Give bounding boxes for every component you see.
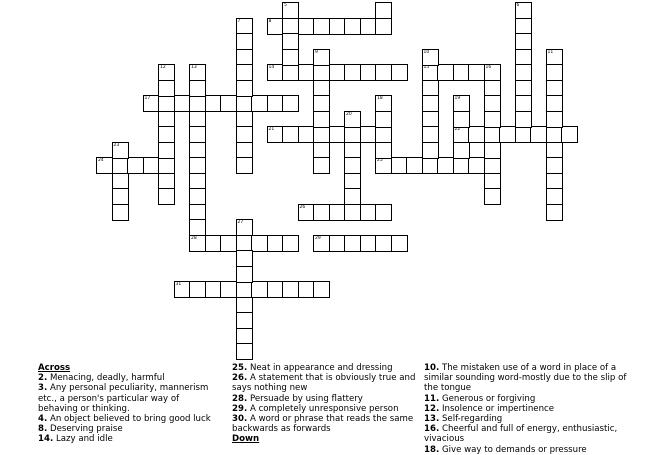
grid-cell[interactable] (313, 95, 330, 112)
clue-item-text: Self-regarding (439, 414, 503, 425)
grid-cell[interactable] (313, 49, 330, 66)
grid-cell[interactable] (158, 142, 175, 159)
grid-cell[interactable] (375, 157, 392, 174)
grid-cell[interactable] (375, 18, 392, 35)
grid-cell[interactable] (298, 64, 315, 81)
grid-cell[interactable] (468, 157, 485, 174)
grid-cell[interactable] (236, 33, 253, 50)
clue-number: 12 (160, 65, 166, 70)
grid-cell[interactable] (406, 157, 423, 174)
clue-item-number: 10. (424, 363, 440, 373)
clue-item (38, 373, 218, 383)
grid-cell[interactable] (515, 2, 532, 19)
grid-cell[interactable] (298, 281, 315, 298)
grid-cell[interactable] (375, 2, 392, 19)
clue-item (424, 404, 629, 414)
grid-cell[interactable] (236, 297, 253, 314)
grid-cell[interactable] (251, 95, 268, 112)
grid-cell[interactable] (205, 281, 222, 298)
grid-cell[interactable] (158, 80, 175, 97)
grid-cell[interactable] (189, 219, 206, 236)
clue-number: 31 (175, 282, 182, 287)
across-clue-list (38, 373, 218, 444)
grid-cell[interactable] (484, 188, 501, 205)
grid-cell[interactable] (344, 157, 361, 174)
grid-cell[interactable] (360, 235, 377, 252)
grid-cell[interactable] (298, 18, 315, 35)
grid-cell[interactable] (546, 64, 563, 81)
grid-cell[interactable] (391, 64, 408, 81)
clue-item (38, 414, 218, 424)
grid-cell[interactable] (391, 235, 408, 252)
grid-cell[interactable] (484, 111, 501, 128)
grid-cell[interactable] (313, 111, 330, 128)
clue-number: 21 (268, 127, 275, 132)
clue-number: 15 (423, 65, 430, 70)
grid-cell[interactable] (236, 126, 253, 143)
grid-cell[interactable] (189, 281, 206, 298)
grid-cell[interactable] (391, 157, 408, 174)
clue-item-number: 3. (38, 383, 48, 394)
across-heading: Across (38, 363, 71, 373)
across-clue-list-continued (232, 363, 417, 434)
grid-cell[interactable] (313, 157, 330, 174)
grid-cell[interactable] (236, 343, 253, 360)
clue-item-number: 16. (424, 424, 440, 435)
grid-cell[interactable] (313, 281, 330, 298)
grid-cell[interactable] (267, 18, 284, 35)
grid-cell[interactable] (360, 18, 377, 35)
grid-cell[interactable] (344, 126, 361, 143)
grid-cell[interactable] (422, 142, 439, 159)
grid-cell[interactable] (561, 126, 578, 143)
clue-item-text: Neat in appearance and dressing (247, 363, 393, 373)
grid-cell[interactable] (189, 204, 206, 221)
grid-cell[interactable] (515, 126, 532, 143)
clue-item-number: 18. (424, 444, 440, 455)
grid-cell[interactable] (267, 281, 284, 298)
grid-cell[interactable] (205, 235, 222, 252)
grid-cell[interactable] (375, 95, 392, 112)
grid-cell[interactable] (282, 2, 299, 19)
grid-cell[interactable] (236, 80, 253, 97)
clue-item-text: An object believed to bring good luck (47, 414, 211, 425)
grid-cell[interactable] (220, 95, 237, 112)
grid-cell[interactable] (189, 111, 206, 128)
clues-column-3 (424, 363, 629, 455)
clue-number: 26 (299, 204, 306, 210)
clue-item-text: Give way to demands or pressure (439, 444, 587, 455)
clue-item-text: A word or phrase that reads the same backwards as forwards (232, 414, 414, 435)
clue-item (232, 373, 417, 393)
grid-cell[interactable] (236, 49, 253, 66)
clue-item-number: 26. (232, 373, 248, 384)
grid-cell[interactable] (313, 64, 330, 81)
grid-cell[interactable] (96, 157, 113, 174)
grid-cell[interactable] (344, 111, 361, 128)
grid-cell[interactable] (236, 157, 253, 174)
clue-number: 23 (113, 142, 120, 148)
grid-cell[interactable] (158, 126, 175, 143)
clue-item-number: 4. (38, 414, 48, 425)
grid-cell[interactable] (546, 204, 563, 221)
clue-number: 24 (98, 158, 104, 163)
clue-item-text: Cheerful and full of energy, enthusiastic, vivacious (424, 424, 618, 445)
grid-cell[interactable] (484, 126, 501, 143)
grid-cell[interactable] (189, 142, 206, 159)
grid-cell[interactable] (143, 157, 160, 174)
grid-cell[interactable] (236, 64, 253, 81)
clue-number: 20 (346, 111, 352, 117)
grid-cell[interactable] (251, 235, 268, 252)
clues-column-1 (38, 363, 218, 445)
grid-cell[interactable] (344, 204, 361, 221)
clue-item (38, 424, 218, 434)
down-heading: Down (232, 434, 260, 445)
clue-item-number: 28. (232, 393, 248, 404)
clue-number: 9 (315, 49, 318, 55)
clue-item (38, 383, 218, 414)
grid-cell[interactable] (313, 80, 330, 97)
clue-item (232, 414, 417, 434)
grid-cell[interactable] (422, 49, 439, 66)
clue-number: 7 (237, 18, 241, 24)
clue-number: 6 (516, 3, 520, 8)
clue-item-number: 30. (232, 414, 248, 425)
grid-cell[interactable] (174, 95, 191, 112)
clue-number: 13 (191, 65, 197, 70)
grid-cell[interactable] (313, 126, 330, 143)
clue-item-text: A statement that is obviously true and says nothing new (232, 373, 416, 394)
grid-cell[interactable] (329, 235, 346, 252)
grid-cell[interactable] (375, 204, 392, 221)
grid-cell[interactable] (453, 126, 470, 143)
grid-cell[interactable] (515, 111, 532, 128)
clue-number: 29 (315, 235, 321, 241)
grid-cell[interactable] (236, 111, 253, 128)
grid-cell[interactable] (298, 126, 315, 143)
grid-cell[interactable] (189, 157, 206, 174)
grid-cell[interactable] (220, 235, 237, 252)
grid-cell[interactable] (375, 235, 392, 252)
grid-cell[interactable] (143, 95, 160, 112)
clue-number: 14 (268, 65, 275, 70)
grid-cell[interactable] (329, 64, 346, 81)
grid-cell[interactable] (344, 173, 361, 190)
clue-number: 25 (377, 158, 383, 163)
grid-cell[interactable] (158, 157, 175, 174)
grid-cell[interactable] (546, 95, 563, 112)
grid-cell[interactable] (437, 157, 454, 174)
clue-item-text: Lazy and idle (53, 434, 113, 445)
grid-cell[interactable] (189, 64, 206, 81)
clue-number: 19 (454, 96, 461, 101)
grid-cell[interactable] (236, 95, 253, 112)
clue-item (424, 363, 629, 394)
clue-item-number: 14. (38, 434, 54, 445)
grid-cell[interactable] (267, 126, 284, 143)
grid-cell[interactable] (546, 49, 563, 66)
grid-cell[interactable] (236, 328, 253, 345)
grid-cell[interactable] (313, 235, 330, 252)
clue-item-number: 2. (38, 373, 48, 384)
grid-cell[interactable] (329, 18, 346, 35)
clue-number: 8 (268, 18, 272, 24)
clue-item-text: Generous or forgiving (439, 393, 536, 404)
grid-cell[interactable] (189, 188, 206, 205)
grid-cell[interactable] (158, 188, 175, 205)
grid-cell[interactable] (329, 126, 346, 143)
grid-cell[interactable] (344, 18, 361, 35)
grid-cell[interactable] (313, 142, 330, 159)
grid-cell[interactable] (375, 64, 392, 81)
clue-number: 17 (144, 96, 151, 101)
grid-cell[interactable] (546, 80, 563, 97)
clue-item (232, 404, 417, 414)
grid-cell[interactable] (530, 126, 547, 143)
grid-cell[interactable] (344, 64, 361, 81)
grid-cell[interactable] (375, 126, 392, 143)
grid-cell[interactable] (189, 95, 206, 112)
grid-cell[interactable] (189, 173, 206, 190)
clue-item (424, 414, 629, 424)
grid-cell[interactable] (422, 64, 439, 81)
grid-cell[interactable] (282, 235, 299, 252)
grid-cell[interactable] (282, 126, 299, 143)
clue-item-text: The mistaken use of a word in place of a similar sounding word-mostly due to the slip of the tongue (424, 363, 627, 394)
grid-cell[interactable] (112, 157, 129, 174)
clue-number: 16 (485, 65, 492, 70)
grid-cell[interactable] (422, 157, 439, 174)
grid-cell[interactable] (546, 157, 563, 174)
grid-cell[interactable] (158, 173, 175, 190)
clue-item-number: 11. (424, 393, 440, 404)
grid-cell[interactable] (112, 173, 129, 190)
grid-cell[interactable] (127, 157, 144, 174)
grid-cell[interactable] (220, 281, 237, 298)
clue-item-text: Persuade by using flattery (247, 393, 363, 404)
grid-cell[interactable] (236, 312, 253, 329)
grid-cell[interactable] (205, 95, 222, 112)
clues-column-2 (232, 363, 417, 445)
grid-cell[interactable] (158, 64, 175, 81)
grid-cell[interactable] (282, 49, 299, 66)
grid-cell[interactable] (282, 64, 299, 81)
grid-cell[interactable] (546, 111, 563, 128)
clue-item (232, 394, 417, 404)
grid-cell[interactable] (344, 235, 361, 252)
grid-cell[interactable] (313, 18, 330, 35)
grid-cell[interactable] (360, 126, 377, 143)
grid-cell[interactable] (375, 142, 392, 159)
grid-cell[interactable] (174, 281, 191, 298)
clue-item-text: Menacing, deadly, harmful (47, 373, 165, 384)
grid-cell[interactable] (484, 95, 501, 112)
grid-cell[interactable] (236, 142, 253, 159)
clue-item (424, 394, 629, 404)
grid-cell[interactable] (453, 157, 470, 174)
grid-cell[interactable] (236, 266, 253, 283)
clue-item-text: Insolence or impertinence (439, 403, 555, 414)
grid-cell[interactable] (298, 204, 315, 221)
grid-cell[interactable] (437, 64, 454, 81)
grid-cell[interactable] (484, 157, 501, 174)
grid-cell[interactable] (236, 219, 253, 236)
clue-item (232, 363, 417, 373)
grid-cell[interactable] (515, 80, 532, 97)
clue-item-number: 8. (38, 424, 48, 435)
grid-cell[interactable] (484, 80, 501, 97)
clue-number: 18 (377, 96, 383, 101)
grid-cell[interactable] (189, 80, 206, 97)
grid-cell[interactable] (546, 173, 563, 190)
grid-cell[interactable] (282, 95, 299, 112)
clue-number: 10 (423, 49, 430, 55)
grid-cell[interactable] (158, 95, 175, 112)
grid-cell[interactable] (453, 64, 470, 81)
grid-cell[interactable] (484, 64, 501, 81)
grid-cell[interactable] (267, 64, 284, 81)
clue-item-text: A completely unresponsive person (247, 403, 399, 414)
grid-cell[interactable] (422, 80, 439, 97)
grid-cell[interactable] (468, 64, 485, 81)
grid-cell[interactable] (375, 111, 392, 128)
grid-cell[interactable] (158, 111, 175, 128)
grid-cell[interactable] (484, 142, 501, 159)
grid-cell[interactable] (515, 95, 532, 112)
grid-cell[interactable] (546, 188, 563, 205)
grid-cell[interactable] (515, 33, 532, 50)
grid-cell[interactable] (112, 204, 129, 221)
grid-cell[interactable] (282, 18, 299, 35)
grid-cell[interactable] (453, 111, 470, 128)
clue-item-number: 29. (232, 403, 248, 414)
clue-item-number: 25. (232, 363, 248, 373)
grid-cell[interactable] (189, 235, 206, 252)
grid-cell[interactable] (453, 95, 470, 112)
grid-cell[interactable] (236, 250, 253, 267)
grid-cell[interactable] (546, 126, 563, 143)
grid-cell[interactable] (515, 49, 532, 66)
clue-number: 22 (454, 127, 461, 132)
clue-item (38, 434, 218, 444)
grid-cell[interactable] (313, 204, 330, 221)
grid-cell[interactable] (267, 235, 284, 252)
clue-number: 27 (237, 220, 244, 225)
clue-number: 28 (191, 235, 197, 241)
down-clue-list (424, 363, 629, 455)
clue-item-text: Any personal peculiarity, mannerism etc., a person's particular way of behaving or thinking. (38, 383, 209, 414)
grid-cell[interactable] (344, 188, 361, 205)
grid-cell[interactable] (267, 95, 284, 112)
grid-cell[interactable] (344, 142, 361, 159)
grid-cell[interactable] (546, 142, 563, 159)
clue-number: 5 (284, 3, 287, 8)
clue-item-number: 13. (424, 414, 440, 425)
clue-item (424, 424, 629, 444)
grid-cell[interactable] (112, 188, 129, 205)
grid-cell[interactable] (360, 204, 377, 221)
grid-cell[interactable] (329, 204, 346, 221)
grid-cell[interactable] (112, 142, 129, 159)
grid-cell[interactable] (453, 142, 470, 159)
grid-cell[interactable] (236, 281, 253, 298)
grid-cell[interactable] (189, 126, 206, 143)
grid-cell[interactable] (251, 281, 268, 298)
grid-cell[interactable] (515, 18, 532, 35)
grid-cell[interactable] (499, 126, 516, 143)
clue-number: 11 (547, 49, 554, 55)
clue-item-text: Deserving praise (47, 424, 123, 435)
grid-cell[interactable] (515, 64, 532, 81)
grid-cell[interactable] (236, 18, 253, 35)
clue-item-number: 12. (424, 403, 440, 414)
grid-cell[interactable] (468, 126, 485, 143)
grid-cell[interactable] (422, 126, 439, 143)
grid-cell[interactable] (422, 111, 439, 128)
grid-cell[interactable] (360, 64, 377, 81)
grid-cell[interactable] (422, 95, 439, 112)
grid-cell[interactable] (236, 235, 253, 252)
grid-cell[interactable] (282, 33, 299, 50)
grid-cell[interactable] (282, 281, 299, 298)
grid-cell[interactable] (484, 173, 501, 190)
